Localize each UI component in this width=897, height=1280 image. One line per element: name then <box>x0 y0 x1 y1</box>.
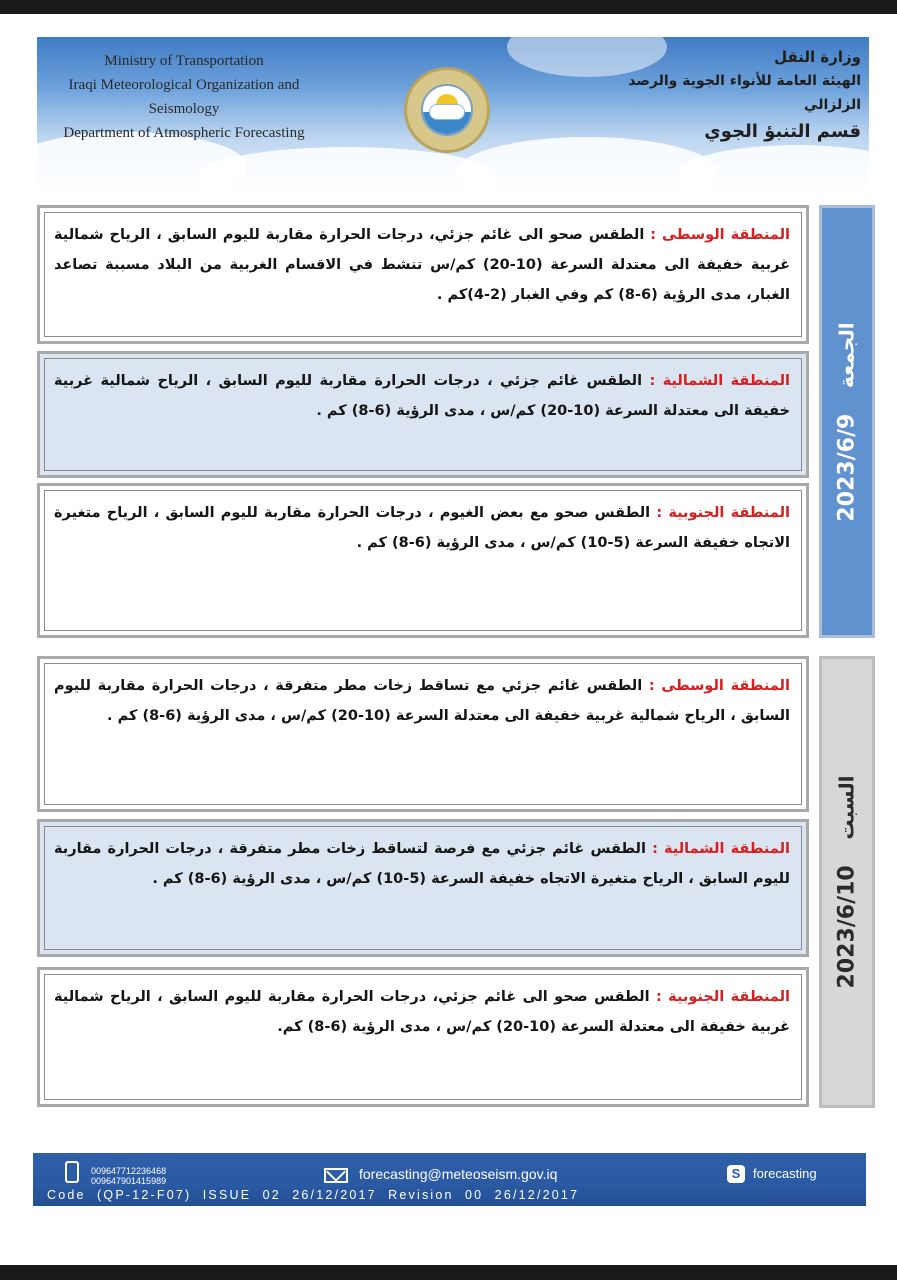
day-forecast <box>37 656 875 1108</box>
cloud-decoration <box>677 145 869 187</box>
region-label: المنطقة الجنوبية : <box>656 505 790 521</box>
region-text: الطقس صحو مع بعض الغيوم ، درجات الحرارة مقاربة لليوم السابق ، الرياح متغيرة الاتجاه خفيفة السرعة (5-10) كم/س ، مدى الرؤية (6-8) كم . <box>54 505 790 551</box>
region-text: الطقس صحو الى غائم جزئي، درجات الحرارة مقاربة لليوم السابق ، الرياح شمالية غربية خفيفة الى معتدلة السرعة (10-20) كم/س ، مدى الرؤية (6-8) كم. <box>54 989 790 1035</box>
day-name: السبت <box>834 775 859 840</box>
region-forecast-north <box>37 819 809 957</box>
date-bar <box>819 205 875 638</box>
region-text: الطقس غائم جزئي مع فرصة لتساقط زخات مطر متفرقة ، درجات الحرارة مقاربة لليوم السابق ، الرياح متغيرة الاتجاه خفيفة السرعة (5-10) كم/س ، مدى الرؤية (6-8) كم . <box>54 841 790 887</box>
day-name: الجمعة <box>834 321 859 388</box>
region-label: المنطقة الوسطى : <box>648 678 790 694</box>
top-border <box>0 0 897 14</box>
date-value: 2023/6/10 <box>834 865 860 989</box>
department-name-en: Department of Atmospheric Forecasting <box>63 125 305 141</box>
skype-icon: S <box>727 1165 745 1183</box>
region-label: المنطقة الشمالية : <box>649 373 791 389</box>
day-forecast <box>37 205 875 638</box>
region-text: الطقس غائم جزئي مع تساقط زخات مطر متفرقة ، درجات الحرارة مقاربة لليوم السابق ، الرياح شمالية غربية خفيفة الى معتدلة السرعة (10-20) كم/س ، مدى الرؤية (6-8) كم . <box>54 678 790 724</box>
phone-number: 009647901415989 <box>91 1176 167 1186</box>
region-forecast-north <box>37 351 809 478</box>
region-forecast-central <box>37 656 809 812</box>
document-code: Code (QP-12-F07) ISSUE 02 26/12/2017 Revision 00 26/12/2017 <box>47 1188 580 1202</box>
region-label: المنطقة الشمالية : <box>652 841 790 857</box>
mail-icon <box>324 1168 348 1183</box>
skype-handle[interactable]: forecasting <box>753 1166 817 1181</box>
phone-number: 009647712236468 <box>91 1166 167 1176</box>
region-text: الطقس صحو الى غائم جزئي، درجات الحرارة مقاربة لليوم السابق ، الرياح شمالية غربية خفيفة الى معتدلة السرعة (10-20) كم/س تنشط في الاقسام الغربية من البلاد مسببة تصاعد الغبار، مدى الرؤية (6-8) كم وفي الغبار (2-4)كم . <box>54 227 790 303</box>
cloud-decoration <box>197 147 497 187</box>
region-forecast-south <box>37 483 809 638</box>
english-letterhead <box>49 49 319 145</box>
phone-numbers <box>91 1166 166 1186</box>
date-label <box>835 776 860 989</box>
footer <box>33 1153 866 1206</box>
region-label: المنطقة الجنوبية : <box>655 989 790 1005</box>
organization-name-en: Iraqi Meteorological Organization and Seismology <box>68 77 300 117</box>
date-label <box>835 322 860 521</box>
organization-name-ar: الهيئة العامة للأنواء الجوية والرصد الزلزالي <box>628 73 861 113</box>
letterhead <box>37 37 869 187</box>
email-link[interactable]: forecasting@meteoseism.gov.iq <box>359 1166 558 1182</box>
ministry-name-ar: وزارة النقل <box>774 48 861 66</box>
region-label: المنطقة الوسطى : <box>650 227 790 243</box>
region-forecast-south <box>37 967 809 1107</box>
department-name-ar: قسم التنبؤ الجوي <box>704 121 861 142</box>
date-value: 2023/6/9 <box>834 413 860 522</box>
ministry-name-en: Ministry of Transportation <box>104 53 264 69</box>
organization-seal-icon <box>404 67 490 153</box>
region-text: الطقس غائم جزئي ، درجات الحرارة مقاربة لليوم السابق ، الرياح شمالية غربية خفيفة الى معتدلة السرعة (10-20) كم/س ، مدى الرؤية (6-8) كم . <box>54 373 790 419</box>
phone-icon <box>65 1161 79 1183</box>
date-bar <box>819 656 875 1108</box>
region-forecast-central <box>37 205 809 344</box>
arabic-letterhead <box>601 45 861 147</box>
